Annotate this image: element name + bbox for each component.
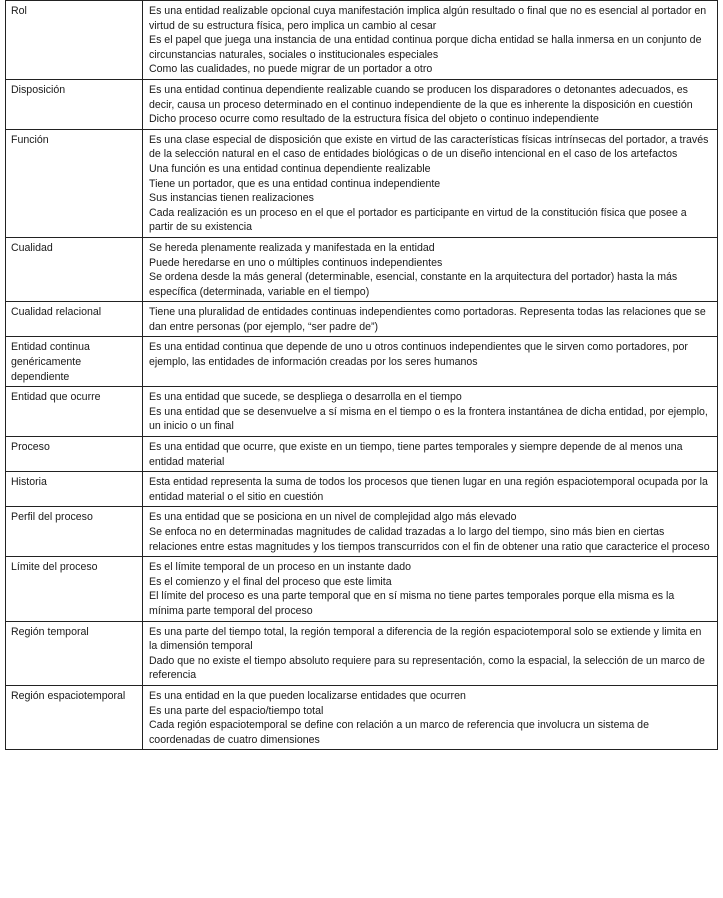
- definition-cell: [143, 302, 717, 336]
- definition-cell: [143, 1, 717, 79]
- definition-cell: [143, 622, 717, 685]
- definition-line: Cada región espaciotemporal se define con relación a un marco de referencia que involucra un sistema de coordenadas de cuatro dimensiones: [149, 719, 649, 746]
- definition-cell: [143, 472, 717, 506]
- definition-cell: [143, 130, 717, 237]
- definition-cell: [143, 686, 717, 749]
- definition-line: Esta entidad representa la suma de todos los procesos que tienen lugar en una región espaciotemporal ocupada por la entidad material o el sitio en cuestión: [149, 476, 708, 503]
- definition-line: Es una entidad que sucede, se despliega o desarrolla en el tiempo: [149, 391, 462, 404]
- definition-cell: [143, 80, 717, 129]
- term-cell: Entidad continua genéricamente dependiente: [6, 337, 143, 386]
- table-row: [5, 238, 718, 302]
- definition-line: Es una entidad continua que depende de uno u otros continuos independientes que le sirven como portadores, por ejemplo, las entidades de información creadas por los seres humanos: [149, 341, 688, 369]
- definition-line: Es una clase especial de disposición que existe en virtud de las características físicas intrínsecas del portador, a través de la selección natural en el caso de entidades biológicas o de un diseño intencional en el caso de los artefactos: [149, 133, 709, 161]
- term-cell: Cualidad: [6, 238, 143, 301]
- table-row: [5, 302, 718, 337]
- definition-line: Es una entidad que se posiciona en un nivel de complejidad algo más elevado: [149, 511, 517, 524]
- table-row: [5, 557, 718, 621]
- table-row: [5, 337, 718, 387]
- definition-line: Es una entidad continua dependiente realizable cuando se producen los disparadores o detonantes adecuados, es decir, causa un proceso determinado en el continuo independiente de la que es inherente la disposición en cuestión: [149, 83, 693, 111]
- table-row: [5, 437, 718, 472]
- term-cell: Región espaciotemporal: [6, 686, 143, 749]
- term-cell: Historia: [6, 472, 143, 506]
- table-row: [5, 472, 718, 507]
- definition-cell: [143, 387, 717, 436]
- table-row: [5, 130, 718, 238]
- definition-line: Es el comienzo y el final del proceso que este limita: [149, 575, 392, 588]
- definition-line: Es el límite temporal de un proceso en un instante dado: [149, 561, 412, 574]
- table-row: [5, 80, 718, 130]
- definition-cell: [143, 337, 717, 386]
- table-row: [5, 686, 718, 750]
- term-cell: Disposición: [6, 80, 143, 129]
- definition-line: Es una parte del espacio/tiempo total: [149, 704, 324, 717]
- ontology-definitions-table: [5, 0, 718, 750]
- definition-line: El límite del proceso es una parte temporal que en sí misma no tiene partes temporales porque ella misma es la mínima parte temporal del proceso: [149, 590, 675, 617]
- definition-line: Se enfoca no en determinadas magnitudes de calidad trazadas a lo largo del tiempo, sino más bien en ciertas relaciones entre estas magnitudes y los tiempos transcurridos con el fin de obtener una ratio que caracterice el proceso: [149, 526, 710, 553]
- definition-line: Es el papel que juega una instancia de una entidad continua porque dicha entidad se halla inmersa en un conjunto de circunstancias naturales, sociales o institucionales especiales: [149, 34, 702, 61]
- definition-line: Es una entidad que se desenvuelve a sí misma en el tiempo o es la frontera instantánea de dicha entidad, por ejemplo, un inicio o un final: [149, 405, 708, 433]
- term-cell: Rol: [6, 1, 143, 79]
- definition-line: Se ordena desde la más general (determinable, esencial, constante en la arquitectura del portador) hasta la más específica (determinada, variable en el tiempo): [149, 271, 678, 298]
- term-cell: Límite del proceso: [6, 557, 143, 620]
- definition-line: Cada realización es un proceso en el que el portador es participante en virtud de la constitución física que posee a partir de su existencia: [149, 206, 687, 234]
- term-cell: Perfil del proceso: [6, 507, 143, 556]
- definition-line: Es una entidad en la que pueden localizarse entidades que ocurren: [149, 689, 466, 702]
- definition-cell: [143, 238, 717, 301]
- definition-cell: [143, 507, 717, 556]
- table-row: [5, 622, 718, 686]
- definition-line: Puede heredarse en uno o múltiples continuos independientes: [149, 256, 443, 269]
- definition-line: Como las cualidades, no puede migrar de un portador a otro: [149, 63, 433, 76]
- term-cell: Región temporal: [6, 622, 143, 685]
- definition-line: Es una parte del tiempo total, la región temporal a diferencia de la región espaciotemporal solo se extiende y limita en la dimensión temporal: [149, 625, 702, 653]
- term-cell: Función: [6, 130, 143, 237]
- definition-cell: [143, 437, 717, 471]
- term-cell: Cualidad relacional: [6, 302, 143, 336]
- definition-line: Es una entidad realizable opcional cuya manifestación implica algún resultado o final que no es esencial al portador en virtud de su estructura física, pero implica un cambio al cesar: [149, 5, 707, 32]
- definition-line: Sus instancias tienen realizaciones: [149, 192, 314, 205]
- definition-line: Tiene un portador, que es una entidad continua independiente: [149, 177, 441, 190]
- definition-line: Una función es una entidad continua dependiente realizable: [149, 162, 431, 175]
- definition-cell: [143, 557, 717, 620]
- definition-line: Dado que no existe el tiempo absoluto requiere para su representación, como la espacial, la selección de un marco de referencia: [149, 654, 705, 682]
- definition-line: Es una entidad que ocurre, que existe en un tiempo, tiene partes temporales y siempre depende de al menos una entidad material: [149, 441, 683, 468]
- definition-line: Se hereda plenamente realizada y manifestada en la entidad: [149, 241, 435, 254]
- term-cell: Proceso: [6, 437, 143, 471]
- definition-line: Tiene una pluralidad de entidades continuas independientes como portadoras. Representa todas las relaciones que se dan entre personas (por ejemplo, “ser padre de”): [149, 306, 706, 333]
- table-row: [5, 507, 718, 557]
- definition-line: Dicho proceso ocurre como resultado de la estructura física del objeto o continuo independiente: [149, 113, 599, 126]
- term-cell: Entidad que ocurre: [6, 387, 143, 436]
- table-row: [5, 387, 718, 437]
- table-row: [5, 0, 718, 80]
